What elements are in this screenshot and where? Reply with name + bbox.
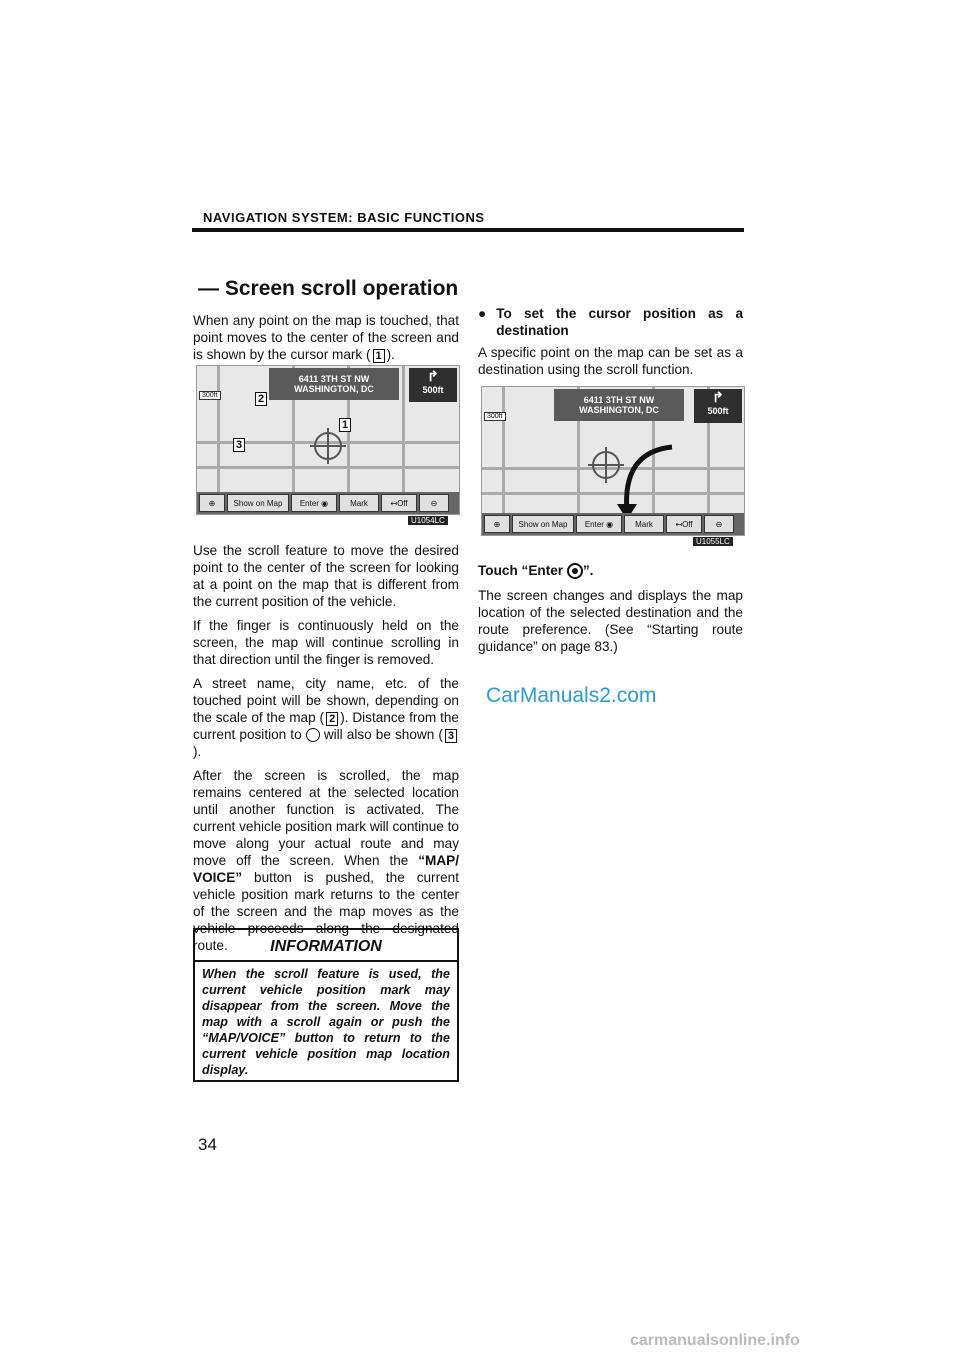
zoom-out-button[interactable]: ⊖: [704, 515, 734, 533]
scale-indicator: 300ft: [199, 391, 221, 400]
left-body: [193, 542, 459, 961]
map1-label-3: 3: [233, 438, 245, 452]
enter-button[interactable]: Enter ◉: [291, 494, 337, 512]
turn-indicator: ↱ 500ft: [694, 389, 742, 423]
info-text: When the scroll feature is used, the current vehicle position mark may disappear from the screen. Move the map with a scroll again or push the “MAP/VOICE” button to return to the current vehicle position map location display.: [202, 967, 450, 1077]
enter-button[interactable]: Enter ◉: [576, 515, 622, 533]
enter-icon: [567, 563, 583, 579]
map-screenshot-2: [481, 386, 745, 536]
turn-indicator: ↱ 500ft: [409, 368, 457, 402]
map1-label-1: 1: [339, 418, 351, 432]
figure-code-2: U1055LC: [693, 537, 733, 546]
scale-indicator: 300ft: [484, 412, 506, 421]
footer-watermark: carmanualsonline.info: [630, 1332, 800, 1349]
label-box-1: 1: [373, 349, 385, 363]
arrow-icon: [592, 442, 682, 522]
information-box: [193, 928, 459, 1082]
street-name-box: 6411 3TH ST NW WASHINGTON, DC: [269, 368, 399, 400]
section-title: — Screen scroll operation: [198, 277, 459, 300]
paragraph: If the finger is continuously held on the screen, the map will continue scrolling in that direction until the finger is removed.: [193, 618, 459, 667]
street-name-box: 6411 3TH ST NW WASHINGTON, DC: [554, 389, 684, 421]
page-number: 34: [198, 1135, 217, 1154]
map-button-bar: [197, 492, 459, 514]
label-box-3: 3: [445, 729, 457, 743]
info-title: INFORMATION: [270, 938, 382, 955]
right-body: [478, 562, 743, 662]
touch-instruction: Touch “Enter ”.: [478, 563, 594, 578]
info-rule: [195, 960, 457, 962]
mark-button[interactable]: Mark: [624, 515, 664, 533]
header-rule: [192, 228, 744, 232]
paragraph: Use the scroll feature to move the desired point to the center of the screen for looking at a point on the map that is different from the current position of the vehicle.: [193, 543, 459, 609]
off-button[interactable]: ↤Off: [381, 494, 417, 512]
cursor-small-icon: [306, 728, 320, 742]
off-button[interactable]: ↤Off: [666, 515, 702, 533]
show-on-map-button[interactable]: Show on Map: [512, 515, 574, 533]
bullet-heading: To set the cursor position as a destination: [496, 306, 743, 338]
zoom-in-button[interactable]: ⊕: [199, 494, 225, 512]
paragraph: The screen changes and displays the map location of the selected destination and the route preference. (See “Starting route guidance” on page 83.): [478, 588, 743, 655]
right-intro: [478, 305, 743, 385]
paragraph: A specific point on the map can be set as a destination using the scroll function.: [478, 345, 743, 377]
figure-code-1: U1054LC: [408, 516, 448, 525]
bullet-icon: ●: [478, 306, 487, 321]
show-on-map-button[interactable]: Show on Map: [227, 494, 289, 512]
label-box-2: 2: [326, 712, 338, 726]
map-screenshot-1: [196, 365, 460, 515]
mark-button[interactable]: Mark: [339, 494, 379, 512]
map1-label-2: 2: [255, 392, 267, 406]
zoom-out-button[interactable]: ⊖: [419, 494, 449, 512]
paragraph: A street name, city name, etc. of the touched point will be shown, depending on the scale of the map ( 2 ). Distance from the current position to will also be shown ( 3).: [193, 676, 459, 759]
paragraph: After the screen is scrolled, the map remains centered at the selected location until another function is activated. The current vehicle position mark will continue to move along your actual route and may move off the screen. When the “MAP/ VOICE” button is pushed, the current vehicle position mark returns to the center of the screen and the map moves as the vehicle proceeds along the designated route.: [193, 768, 459, 953]
cursor-mark-icon: [314, 432, 342, 460]
running-header: NAVIGATION SYSTEM: BASIC FUNCTIONS: [203, 210, 485, 225]
watermark: CarManuals2.com: [486, 684, 657, 707]
zoom-in-button[interactable]: ⊕: [484, 515, 510, 533]
intro-paragraph: When any point on the map is touched, that point moves to the center of the screen and is shown by the cursor mark ( 1 ).: [193, 313, 459, 362]
map-button-bar: [482, 513, 744, 535]
